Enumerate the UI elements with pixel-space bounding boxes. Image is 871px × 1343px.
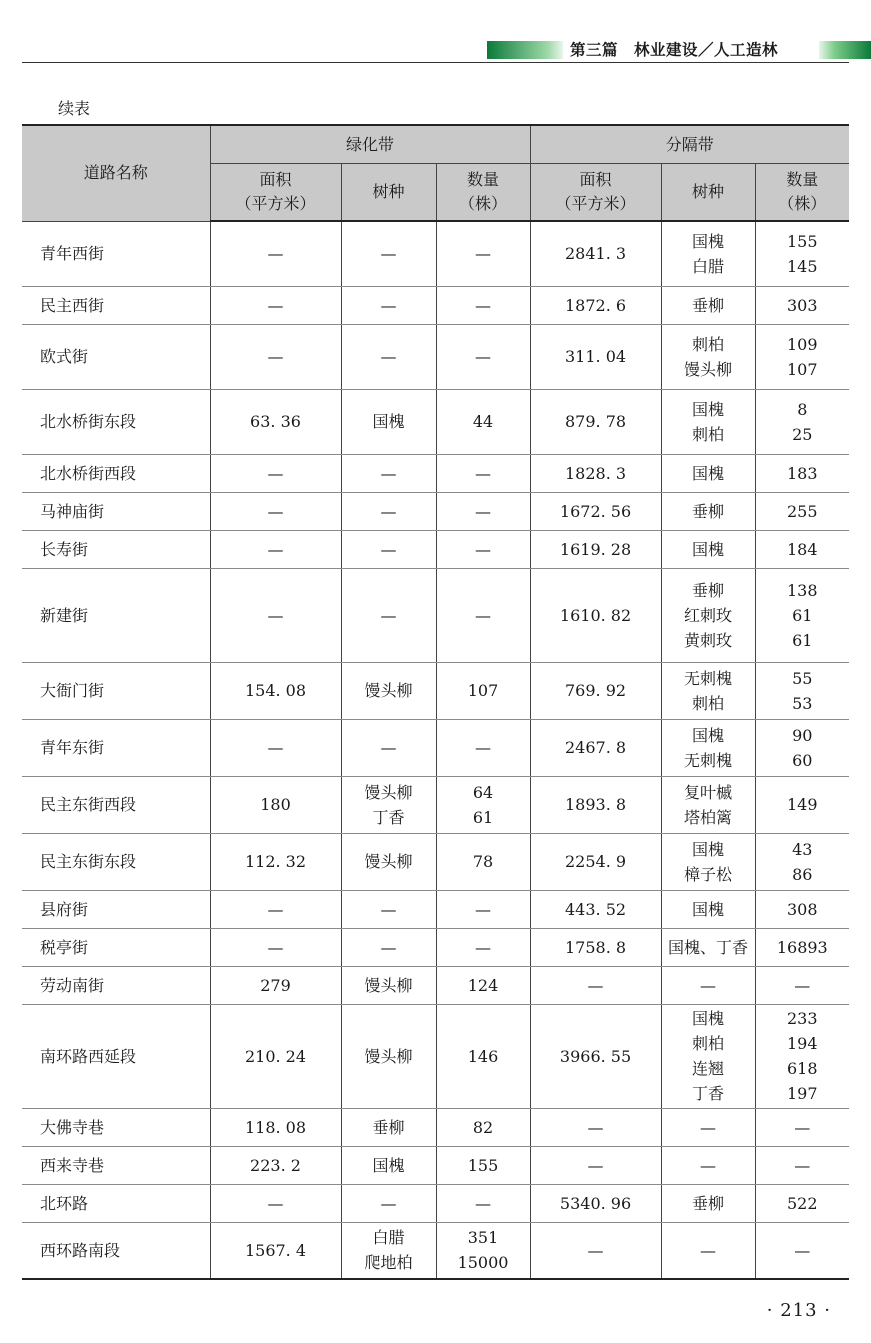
table-row: [22, 530, 849, 568]
green-area-cell: 180: [210, 776, 341, 833]
divider-count-cell: —: [755, 1146, 849, 1184]
divider-count-cell: 138 61 61: [755, 568, 849, 662]
green-species-cell: 馒头柳: [341, 966, 436, 1004]
divider-area-cell: 1610. 82: [530, 568, 661, 662]
green-area-cell: —: [210, 1184, 341, 1222]
divider-area-cell: 443. 52: [530, 890, 661, 928]
green-species-cell: 馒头柳 丁香: [341, 776, 436, 833]
table-row: [22, 1222, 849, 1279]
divider-species-cell: 垂柳: [661, 286, 755, 324]
green-count-cell: —: [436, 928, 530, 966]
divider-area-cell: 1619. 28: [530, 530, 661, 568]
green-species-cell: 白腊 爬地柏: [341, 1222, 436, 1279]
green-count-cell: 146: [436, 1004, 530, 1108]
header-green-bar-left: [487, 41, 563, 59]
header-divider-species: 树种: [661, 164, 755, 222]
green-count-cell: 44: [436, 389, 530, 454]
divider-species-cell: —: [661, 966, 755, 1004]
green-area-cell: 112. 32: [210, 833, 341, 890]
road-name-cell: 大佛寺巷: [22, 1108, 210, 1146]
table-row: [22, 776, 849, 833]
table-row: [22, 286, 849, 324]
green-species-cell: —: [341, 454, 436, 492]
divider-count-cell: —: [755, 966, 849, 1004]
divider-area-cell: 1828. 3: [530, 454, 661, 492]
table-row: [22, 492, 849, 530]
road-name-cell: 青年西街: [22, 221, 210, 286]
table-row: [22, 221, 849, 286]
table-row: [22, 1108, 849, 1146]
road-name-cell: 新建街: [22, 568, 210, 662]
divider-count-cell: 55 53: [755, 662, 849, 719]
divider-area-cell: —: [530, 1222, 661, 1279]
road-name-cell: 县府街: [22, 890, 210, 928]
divider-species-cell: 国槐: [661, 530, 755, 568]
green-count-cell: 64 61: [436, 776, 530, 833]
table-row: [22, 1146, 849, 1184]
divider-count-cell: 43 86: [755, 833, 849, 890]
green-species-cell: —: [341, 221, 436, 286]
road-name-cell: 南环路西延段: [22, 1004, 210, 1108]
divider-area-cell: 1893. 8: [530, 776, 661, 833]
divider-count-cell: 308: [755, 890, 849, 928]
green-count-cell: —: [436, 890, 530, 928]
green-area-cell: 223. 2: [210, 1146, 341, 1184]
divider-area-cell: 311. 04: [530, 324, 661, 389]
road-name-cell: 北水桥街东段: [22, 389, 210, 454]
green-count-cell: —: [436, 530, 530, 568]
divider-area-cell: —: [530, 966, 661, 1004]
divider-count-cell: 90 60: [755, 719, 849, 776]
header-divider-count: 数量 （株）: [755, 164, 849, 222]
green-count-cell: —: [436, 286, 530, 324]
header-green-count: 数量 （株）: [436, 164, 530, 222]
green-area-cell: 279: [210, 966, 341, 1004]
green-area-cell: —: [210, 286, 341, 324]
road-name-cell: 青年东街: [22, 719, 210, 776]
divider-area-cell: 2841. 3: [530, 221, 661, 286]
header-green-belt: 绿化带: [210, 125, 530, 164]
divider-species-cell: 垂柳: [661, 1184, 755, 1222]
divider-area-cell: 3966. 55: [530, 1004, 661, 1108]
green-area-cell: —: [210, 454, 341, 492]
divider-area-cell: —: [530, 1146, 661, 1184]
green-count-cell: 78: [436, 833, 530, 890]
divider-species-cell: 国槐 樟子松: [661, 833, 755, 890]
divider-area-cell: 879. 78: [530, 389, 661, 454]
green-species-cell: —: [341, 286, 436, 324]
green-area-cell: —: [210, 492, 341, 530]
divider-count-cell: 522: [755, 1184, 849, 1222]
green-species-cell: —: [341, 719, 436, 776]
divider-species-cell: 无刺槐 刺柏: [661, 662, 755, 719]
divider-count-cell: —: [755, 1108, 849, 1146]
road-name-cell: 民主东街西段: [22, 776, 210, 833]
road-name-cell: 民主西街: [22, 286, 210, 324]
table-row: [22, 928, 849, 966]
green-species-cell: —: [341, 928, 436, 966]
divider-species-cell: 国槐 刺柏 连翘 丁香: [661, 1004, 755, 1108]
table-row: [22, 568, 849, 662]
header-green-bar-right: [819, 41, 871, 59]
road-name-cell: 北环路: [22, 1184, 210, 1222]
table-row: [22, 1004, 849, 1108]
road-name-cell: 西环路南段: [22, 1222, 210, 1279]
divider-species-cell: —: [661, 1108, 755, 1146]
divider-count-cell: 149: [755, 776, 849, 833]
divider-count-cell: 184: [755, 530, 849, 568]
road-name-cell: 劳动南街: [22, 966, 210, 1004]
road-name-cell: 马神庙街: [22, 492, 210, 530]
green-area-cell: —: [210, 890, 341, 928]
green-area-cell: 154. 08: [210, 662, 341, 719]
header-road-name: 道路名称: [22, 125, 210, 221]
road-greening-table: [22, 124, 849, 1280]
divider-area-cell: 1672. 56: [530, 492, 661, 530]
road-name-cell: 长寿街: [22, 530, 210, 568]
divider-count-cell: 8 25: [755, 389, 849, 454]
divider-count-cell: 183: [755, 454, 849, 492]
table-row: [22, 966, 849, 1004]
divider-species-cell: 国槐、丁香: [661, 928, 755, 966]
green-count-cell: —: [436, 568, 530, 662]
green-area-cell: 118. 08: [210, 1108, 341, 1146]
header-green-species: 树种: [341, 164, 436, 222]
green-count-cell: 351 15000: [436, 1222, 530, 1279]
road-name-cell: 民主东街东段: [22, 833, 210, 890]
green-count-cell: —: [436, 454, 530, 492]
divider-count-cell: 303: [755, 286, 849, 324]
green-area-cell: —: [210, 928, 341, 966]
divider-species-cell: 国槐 刺柏: [661, 389, 755, 454]
table-row: [22, 890, 849, 928]
green-species-cell: —: [341, 1184, 436, 1222]
green-count-cell: —: [436, 324, 530, 389]
divider-count-cell: 233 194 618 197: [755, 1004, 849, 1108]
divider-species-cell: —: [661, 1222, 755, 1279]
divider-area-cell: 5340. 96: [530, 1184, 661, 1222]
table-row: [22, 454, 849, 492]
green-count-cell: —: [436, 221, 530, 286]
green-species-cell: —: [341, 492, 436, 530]
green-species-cell: —: [341, 530, 436, 568]
divider-count-cell: 109 107: [755, 324, 849, 389]
green-count-cell: —: [436, 492, 530, 530]
divider-species-cell: —: [661, 1146, 755, 1184]
green-area-cell: —: [210, 324, 341, 389]
green-species-cell: 馒头柳: [341, 833, 436, 890]
green-count-cell: 82: [436, 1108, 530, 1146]
table-row: [22, 324, 849, 389]
green-area-cell: 63. 36: [210, 389, 341, 454]
divider-species-cell: 国槐 无刺槐: [661, 719, 755, 776]
header-divider-belt: 分隔带: [530, 125, 849, 164]
road-name-cell: 大衙门街: [22, 662, 210, 719]
green-species-cell: 国槐: [341, 389, 436, 454]
section-title: 第三篇 林业建设／人工造林: [570, 41, 779, 59]
divider-species-cell: 国槐 白腊: [661, 221, 755, 286]
divider-species-cell: 国槐: [661, 890, 755, 928]
table-row: [22, 389, 849, 454]
green-count-cell: 107: [436, 662, 530, 719]
divider-species-cell: 复叶槭 塔柏篱: [661, 776, 755, 833]
divider-count-cell: —: [755, 1222, 849, 1279]
green-area-cell: 210. 24: [210, 1004, 341, 1108]
green-count-cell: —: [436, 719, 530, 776]
divider-area-cell: 2467. 8: [530, 719, 661, 776]
road-name-cell: 西来寺巷: [22, 1146, 210, 1184]
divider-area-cell: 2254. 9: [530, 833, 661, 890]
road-name-cell: 税亭街: [22, 928, 210, 966]
header-rule: [22, 62, 849, 63]
table-row: [22, 833, 849, 890]
green-count-cell: 155: [436, 1146, 530, 1184]
green-area-cell: —: [210, 530, 341, 568]
table-row: [22, 662, 849, 719]
green-area-cell: —: [210, 719, 341, 776]
divider-species-cell: 刺柏 馒头柳: [661, 324, 755, 389]
green-species-cell: —: [341, 890, 436, 928]
green-species-cell: 馒头柳: [341, 662, 436, 719]
green-species-cell: —: [341, 324, 436, 389]
page-number: · 213 ·: [766, 1300, 831, 1321]
divider-count-cell: 155 145: [755, 221, 849, 286]
green-species-cell: 国槐: [341, 1146, 436, 1184]
green-species-cell: 垂柳: [341, 1108, 436, 1146]
green-count-cell: —: [436, 1184, 530, 1222]
divider-species-cell: 国槐: [661, 454, 755, 492]
table-row: [22, 719, 849, 776]
table-row: [22, 1184, 849, 1222]
divider-count-cell: 16893: [755, 928, 849, 966]
header-green-area: 面积 （平方米）: [210, 164, 341, 222]
table-body: [22, 221, 849, 1279]
road-name-cell: 北水桥街西段: [22, 454, 210, 492]
divider-species-cell: 垂柳 红刺玫 黄刺玫: [661, 568, 755, 662]
green-area-cell: —: [210, 568, 341, 662]
divider-area-cell: —: [530, 1108, 661, 1146]
divider-area-cell: 769. 92: [530, 662, 661, 719]
header-divider-area: 面积 （平方米）: [530, 164, 661, 222]
green-area-cell: —: [210, 221, 341, 286]
green-species-cell: 馒头柳: [341, 1004, 436, 1108]
divider-area-cell: 1872. 6: [530, 286, 661, 324]
green-species-cell: —: [341, 568, 436, 662]
divider-count-cell: 255: [755, 492, 849, 530]
continued-label: 续表: [58, 99, 91, 118]
divider-species-cell: 垂柳: [661, 492, 755, 530]
road-name-cell: 欧式街: [22, 324, 210, 389]
page-header: [22, 38, 849, 62]
divider-area-cell: 1758. 8: [530, 928, 661, 966]
green-count-cell: 124: [436, 966, 530, 1004]
green-area-cell: 1567. 4: [210, 1222, 341, 1279]
